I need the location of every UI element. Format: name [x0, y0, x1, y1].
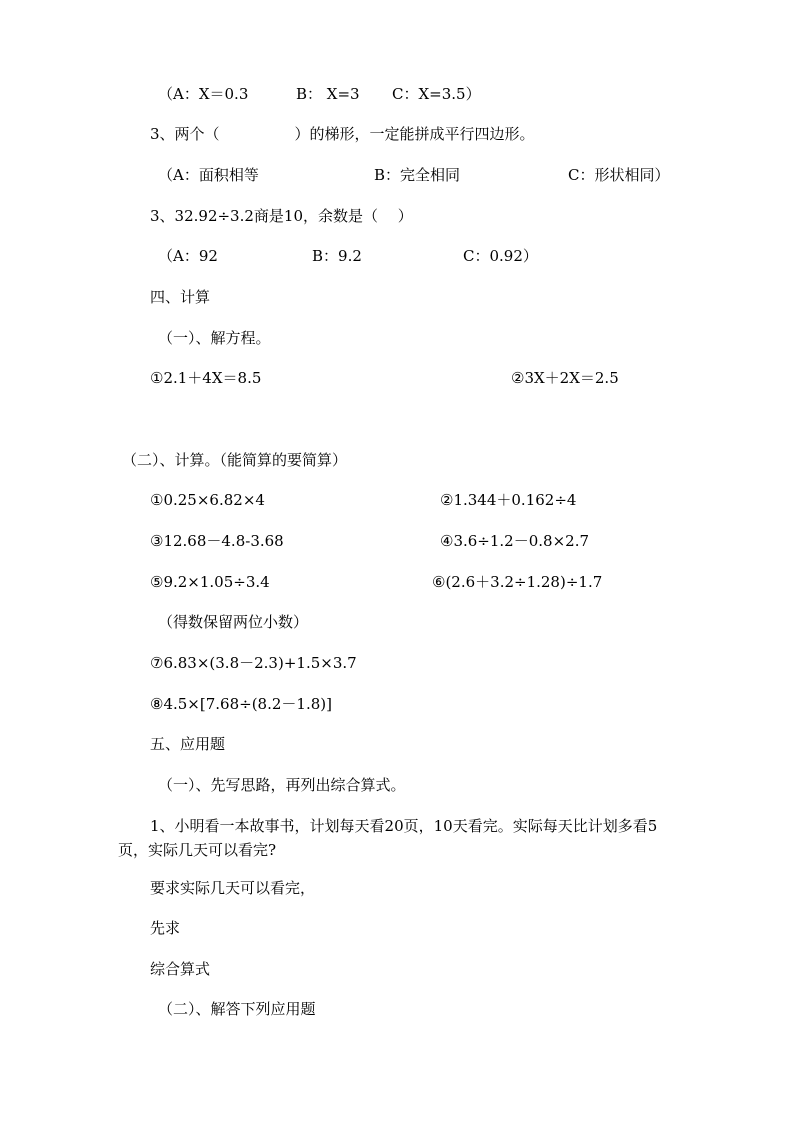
q3a-option-a: （A：X＝0.3	[158, 85, 249, 103]
section5-part1-title: （一）、先写思路，再列出综合算式。	[158, 776, 406, 794]
calc-5: ⑤9.2×1.05÷3.4	[150, 573, 270, 591]
calc-8: ⑧4.5×[7.68÷(8.2－1.8)]	[150, 695, 332, 713]
word-problem-1: 1、小明看一本故事书，计划每天看20页，10天看完。实际每天比计划多看5页，实际几天可以看完?	[118, 817, 658, 859]
equation-1: ①2.1＋4X＝8.5	[150, 369, 262, 387]
combined-formula-prompt: 综合算式	[150, 960, 211, 978]
q3b-stem: 3、两个（ ）的梯形，一定能拼成平行四边形。	[150, 125, 535, 143]
section4-part1-title: （一）、解方程。	[158, 329, 271, 347]
q3c-stem: 3、32.92÷3.2商是10，余数是（ ）	[150, 207, 413, 225]
calc-2: ②1.344＋0.162÷4	[440, 491, 577, 509]
q3c-option-b: B：9.2	[312, 247, 362, 265]
q3a-option-b: B： X=3	[296, 85, 360, 103]
calc-6: ⑥(2.6＋3.2÷1.28)÷1.7	[432, 573, 603, 591]
section4-part2-title: （二）、计算。（能简算的要简算）	[122, 451, 348, 469]
equation-2: ②3X＋2X＝2.5	[511, 369, 619, 387]
solution-prompt: 要求实际几天可以看完，	[150, 879, 316, 897]
calc-7: ⑦6.83×(3.8－2.3)+1.5×3.7	[150, 654, 357, 672]
q3b-option-b: B：完全相同	[374, 166, 461, 184]
q3a-option-c: C：X=3.5）	[392, 85, 481, 103]
calc-1: ①0.25×6.82×4	[150, 491, 265, 509]
section5-part2-title: （二）、解答下列应用题	[158, 1000, 316, 1018]
q3c-option-c: C：0.92）	[463, 247, 538, 265]
section4-title: 四、计算	[150, 288, 211, 306]
rounding-note: （得数保留两位小数）	[158, 613, 309, 631]
calc-3: ③12.68－4.8-3.68	[150, 532, 284, 550]
section5-title: 五、应用题	[150, 735, 226, 753]
calc-4: ④3.6÷1.2－0.8×2.7	[440, 532, 590, 550]
q3c-option-a: （A：92	[158, 247, 218, 265]
q3b-option-c: C：形状相同）	[568, 166, 670, 184]
q3b-option-a: （A：面积相等	[158, 166, 259, 184]
first-step-prompt: 先求	[150, 919, 181, 937]
